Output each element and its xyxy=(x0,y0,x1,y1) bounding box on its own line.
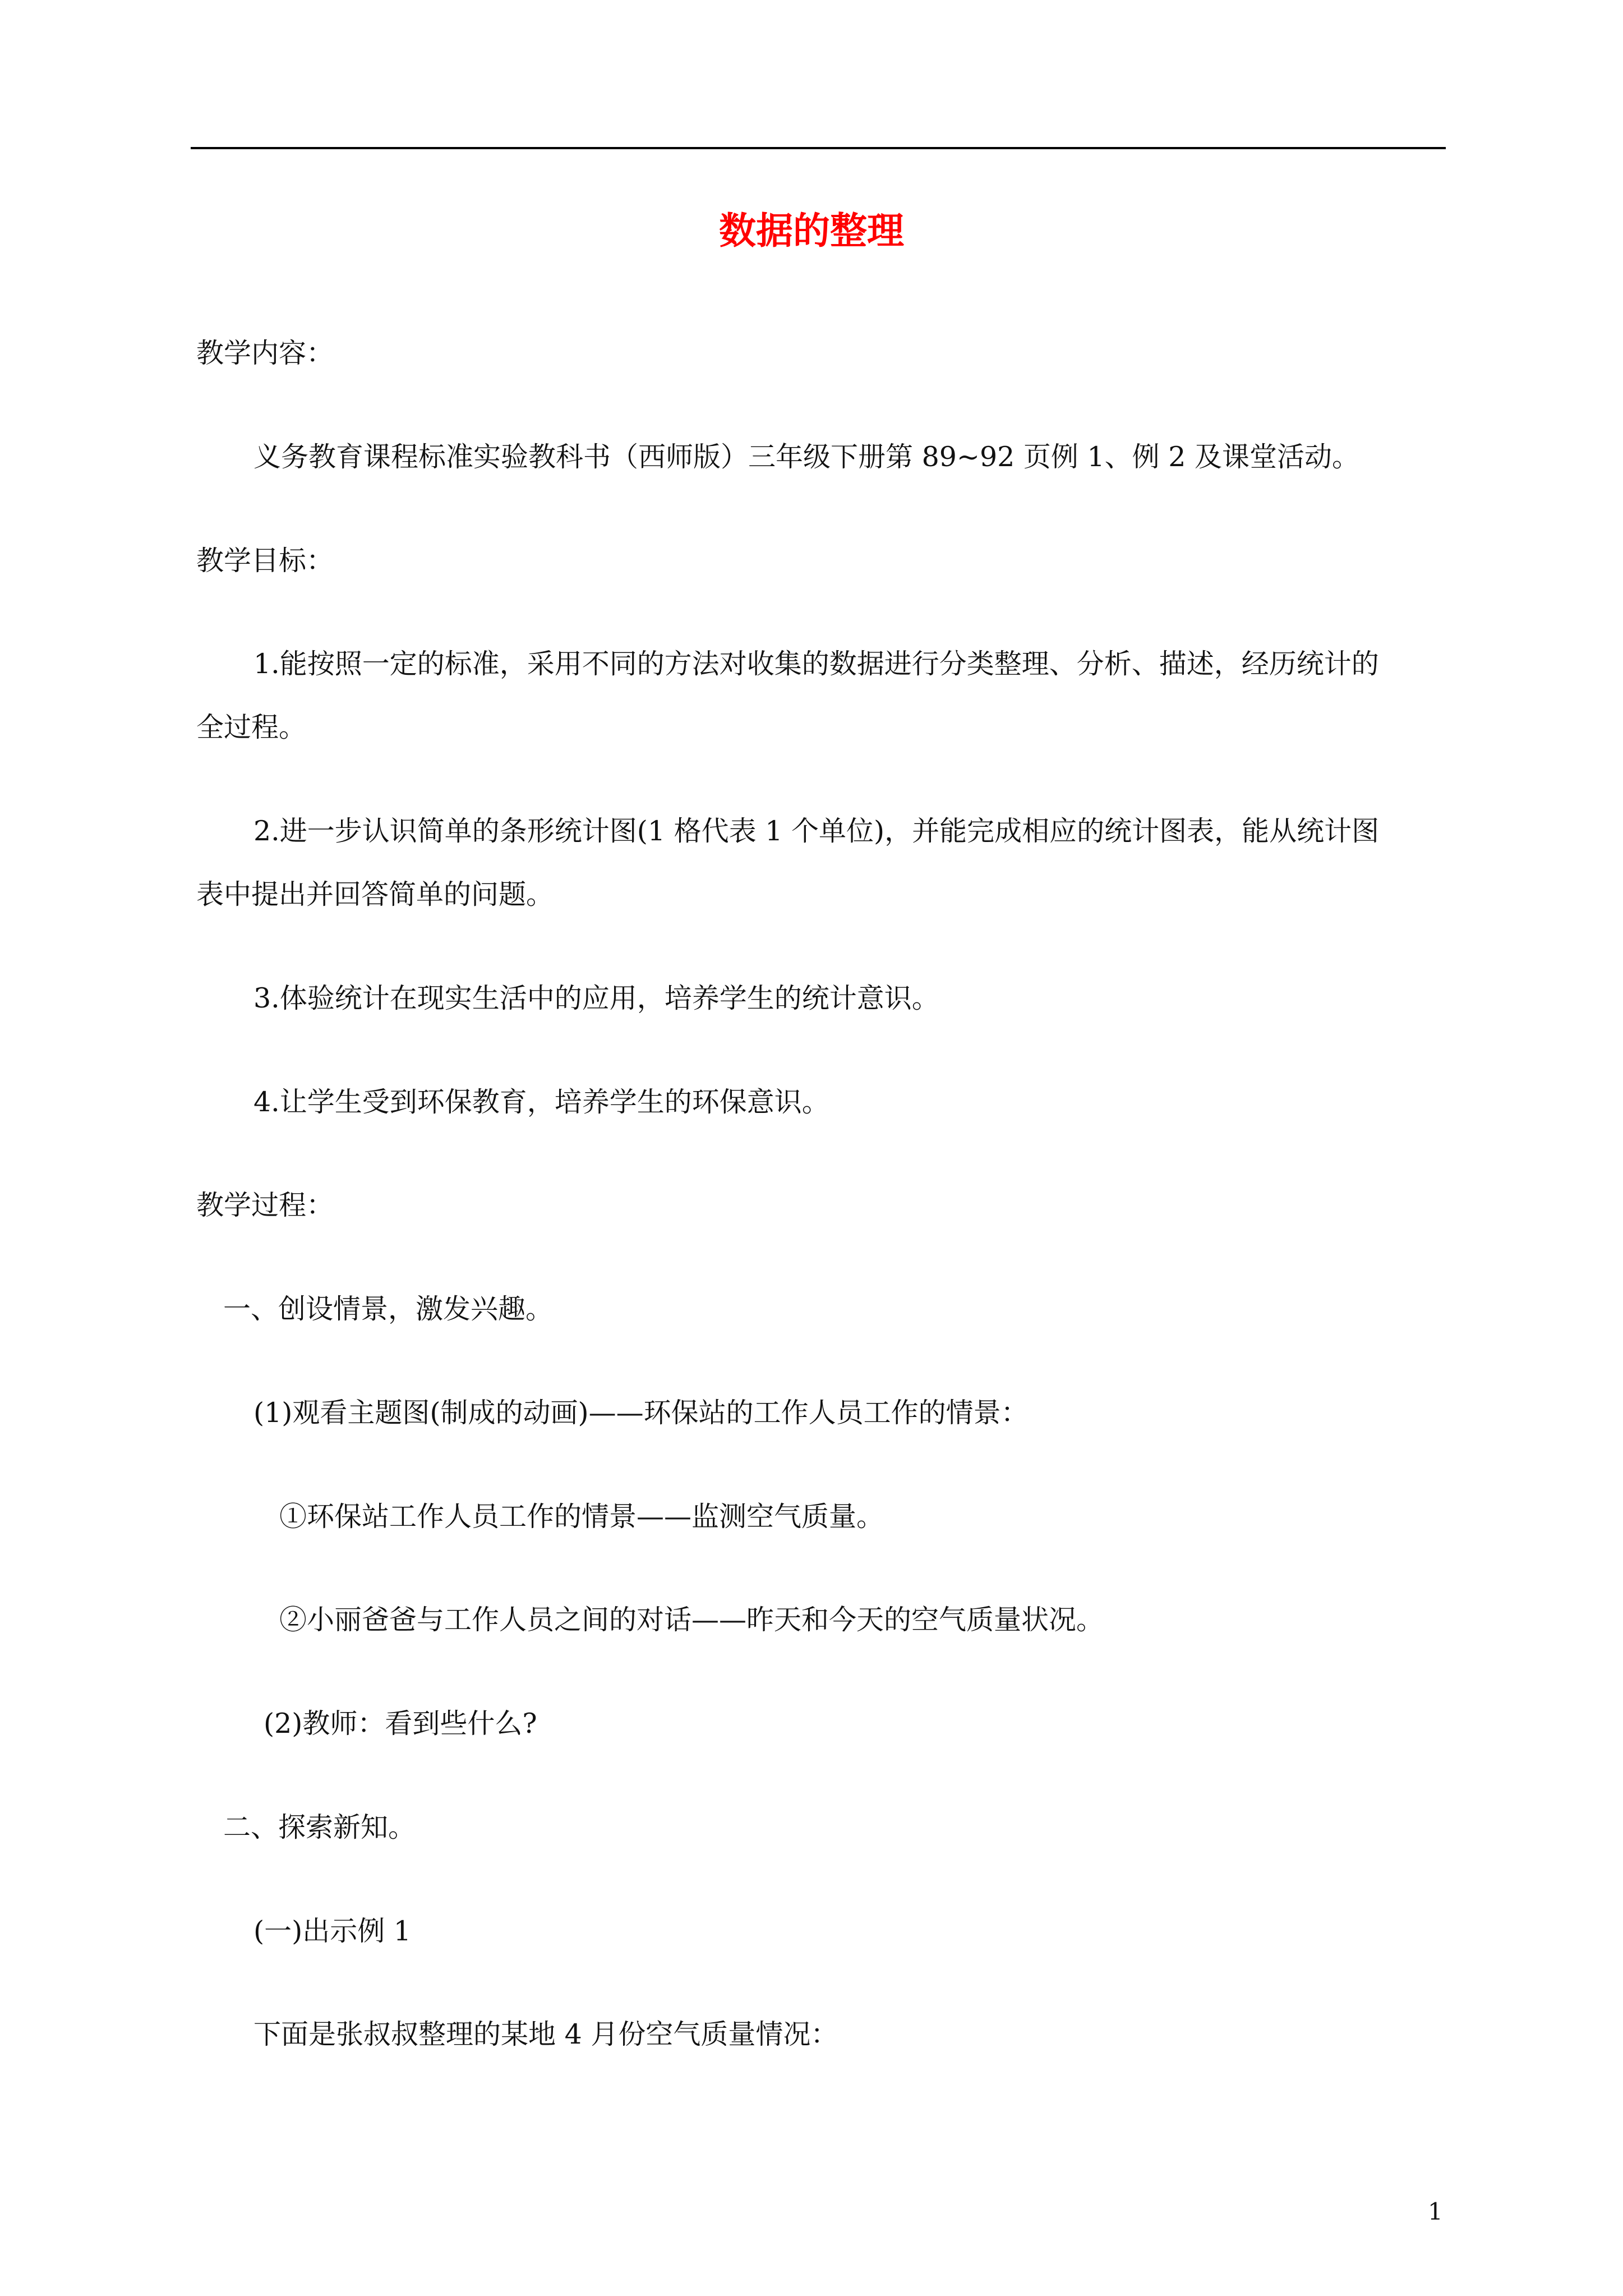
teaching-content-text: 义务教育课程标准实验教科书（西师版）三年级下册第 89~92 页例 1、例 2 及课堂活动。 xyxy=(253,441,1359,473)
goal-2-line-1: 2.进一步认识简单的条形统计图(1 格代表 1 个单位)，并能完成相应的统计图表，能从统计图 xyxy=(253,815,1380,847)
section-2-example: (一)出示例 1 xyxy=(253,1915,411,1947)
goal-1-line-1: 1.能按照一定的标准，采用不同的方法对收集的数据进行分类整理、分析、描述，经历统计的 xyxy=(253,648,1379,680)
teaching-content-heading: 教学内容： xyxy=(196,337,334,369)
teaching-process-heading: 教学过程： xyxy=(196,1189,334,1221)
page-number: 1 xyxy=(1428,2198,1443,2225)
section-1-item-2: (2)教师：看到些什么? xyxy=(264,1708,537,1740)
goal-2-line-2: 表中提出并回答简单的问题。 xyxy=(196,878,554,910)
header-rule xyxy=(191,147,1446,149)
section-1-sub-1: ①环保站工作人员工作的情景——监测空气质量。 xyxy=(279,1501,884,1533)
goal-4: 4.让学生受到环保教育，培养学生的环保意识。 xyxy=(253,1086,829,1118)
page-title: 数据的整理 xyxy=(719,209,904,252)
goal-3: 3.体验统计在现实生活中的应用，培养学生的统计意识。 xyxy=(253,982,939,1014)
teaching-goals-heading: 教学目标： xyxy=(196,545,334,577)
section-1-sub-2: ②小丽爸爸与工作人员之间的对话——昨天和今天的空气质量状况。 xyxy=(279,1604,1104,1636)
section-2-heading: 二、探索新知。 xyxy=(223,1811,416,1843)
section-1-heading: 一、创设情景，激发兴趣。 xyxy=(223,1293,554,1325)
section-2-text: 下面是张叔叔整理的某地 4 月份空气质量情况： xyxy=(253,2018,838,2050)
section-1-item-1: (1)观看主题图(制成的动画)——环保站的工作人员工作的情景： xyxy=(253,1397,1029,1429)
goal-1-line-2: 全过程。 xyxy=(196,711,307,743)
